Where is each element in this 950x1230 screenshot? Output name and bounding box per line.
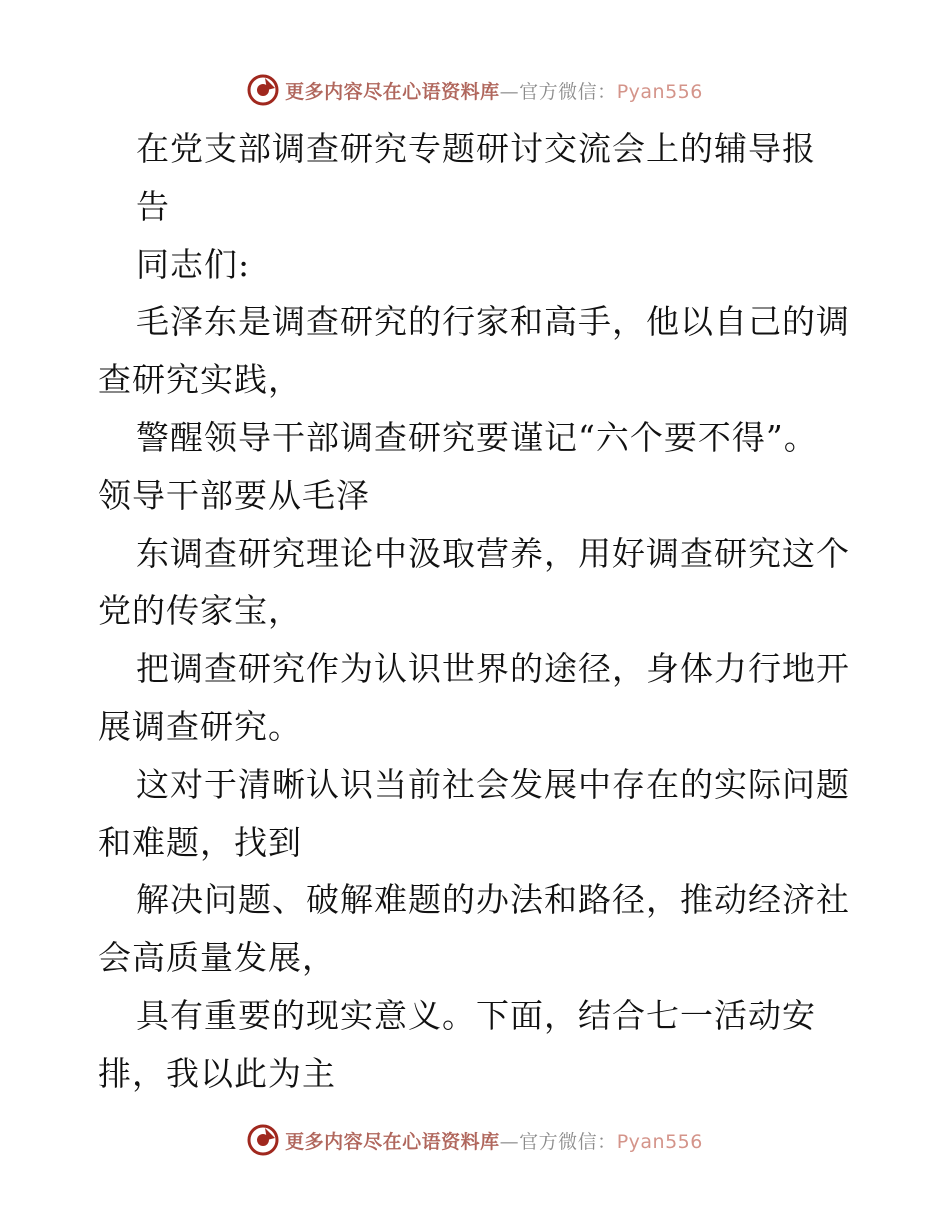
banner-official: 官方微信： xyxy=(519,80,617,103)
text-line: 领导干部要从毛泽 xyxy=(98,475,370,515)
text-line: 党的传家宝， xyxy=(98,591,302,631)
text-line: 和难题，找到 xyxy=(98,822,302,862)
text-line: 排，我以此为主 xyxy=(98,1053,336,1093)
text-line: 展调查研究。 xyxy=(98,706,302,746)
text-line: 具有重要的现实意义。下面，结合七一活动安 xyxy=(136,995,816,1035)
text-line: 告 xyxy=(136,186,170,226)
banner-text xyxy=(285,1127,703,1154)
text-line: 同志们: xyxy=(136,244,251,284)
text-line: 东调查研究理论中汲取营养，用好调查研究这个 xyxy=(136,533,850,573)
banner-official: 官方微信： xyxy=(519,1130,617,1153)
banner-text xyxy=(285,77,703,104)
brand-logo-icon xyxy=(247,1124,279,1156)
footer-banner xyxy=(0,1120,950,1160)
text-line: 把调查研究作为认识世界的途径，身体力行地开 xyxy=(136,649,850,689)
text-line: 这对于清晰认识当前社会发展中存在的实际问题 xyxy=(136,764,850,804)
brand-logo-icon xyxy=(247,74,279,106)
banner-brand: 更多内容尽在心语资料库 xyxy=(285,1130,500,1153)
document-body xyxy=(98,120,856,1103)
text-line: 查研究实践， xyxy=(98,360,302,400)
text-line: 警醒领导干部调查研究要谨记“六个要不得”。 xyxy=(136,417,818,457)
text-line: 在党支部调查研究专题研讨交流会上的辅导报 xyxy=(136,129,816,168)
text-line: 毛泽东是调查研究的行家和高手，他以自己的调 xyxy=(136,302,850,342)
banner-separator: — xyxy=(499,1130,520,1153)
header-banner xyxy=(0,70,950,110)
banner-separator: — xyxy=(499,80,520,103)
banner-brand: 更多内容尽在心语资料库 xyxy=(285,80,500,103)
text-line: 解决问题、破解难题的办法和路径，推动经济社 xyxy=(136,880,850,920)
banner-wechat-id: Pyan556 xyxy=(616,80,703,103)
banner-wechat-id: Pyan556 xyxy=(616,1130,703,1153)
text-line: 会高质量发展， xyxy=(98,938,336,978)
